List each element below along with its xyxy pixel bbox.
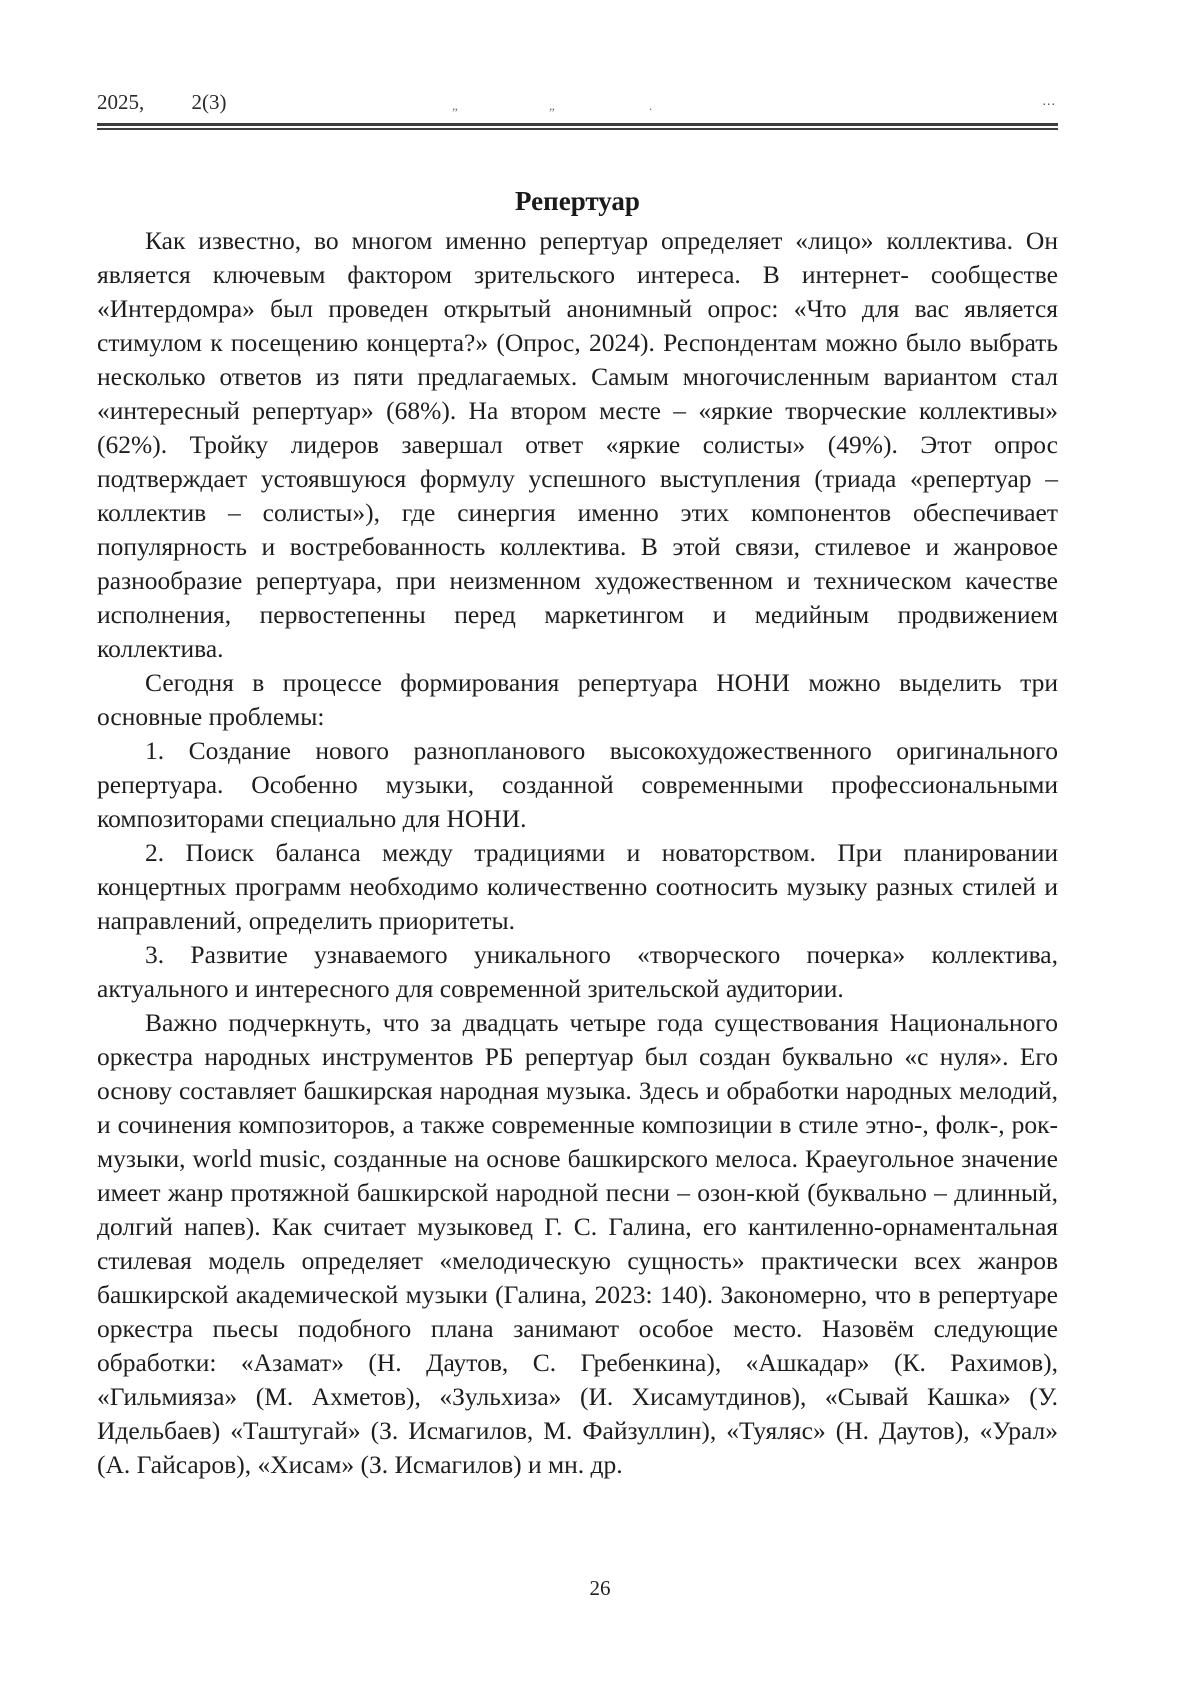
paragraph: Сегодня в процессе формирования репертуара НОНИ можно выделить три основные проблемы: [97, 668, 1058, 731]
header-faint-mark: „ [549, 98, 556, 113]
paragraph: Как известно, во многом именно репертуар определяет «лицо» коллектива. Он является ключевым фактором зрительского интереса. В интернет- сообществе «Интердомра» был проведен открытый анонимный опрос: «Что для вас является стимулом к посещению концерта?» (Опрос, 2024). Респондентам можно было выбрать несколько ответов из пяти предлагаемых. Самым многочисленным вариантом стал «интересный репертуар» (68%). На втором месте – «яркие творческие коллективы» (62%). Тройку лидеров завершал ответ «яркие солисты» (49%). Этот опрос подтверждает устоявшуюся формулу успешного выступления (триада «репертуар – коллектив – солисты»), где синергия именно этих компонентов обеспечивает популярность и востребованность коллектива. В этой связи, стилевое и жанровое разнообразие репертуара, при неизменном художественном и техническом качестве исполнения, первостепенны перед маркетингом и медийным продвижением коллектива. [97, 226, 1058, 663]
paragraph: 3. Развитие узнаваемого уникального «творческого почерка» коллектива, актуального и интересного для современной зрительской аудитории. [97, 940, 1058, 1003]
paragraph: Важно подчеркнуть, что за двадцать четыре года существования Национального оркестра народных инструментов РБ репертуар был создан буквально «с нуля». Его основу составляет башкирская народная музыка. Здесь и обработки народных мелодий, и сочинения композиторов, а также современные композиции в стиле этно-, фолк-, рок-музыки, world music, созданные на основе башкирского мелоса. Краеугольное значение имеет жанр протяжной башкирской народной песни – озон-кюй (буквально – длинный, долгий напев). Как считает музыковед Г. С. Галина, его кантиленно-орнаментальная стилевая модель определяет «мелодическую сущность» практически всех жанров башкирской академической музыки (Галина, 2023: 140). Закономерно, что в репертуаре оркестра пьесы подобного плана занимают особое место. Назовём следующие обработки: «Азамат» (Н. Даутов, С. Гребенкина), «Ашкадар» (К. Рахимов), «Гильмияза» (М. Ахметов), «Зульхиза» (И. Хисамутдинов), «Сывай Кашка» (У. Идельбаев) «Таштугай» (З. Исмагилов, М. Файзуллин), «Туяляс» (Н. Даутов), «Урал» (А. Гайсаров), «Хисам» (З. Исмагилов) и мн. др. [97, 1008, 1058, 1479]
header-faint-mark: . [649, 98, 654, 113]
journal-year: 2025, [97, 90, 145, 114]
section-title: Репертуар [515, 186, 640, 216]
running-header [97, 90, 1058, 116]
article-body [97, 184, 1058, 1482]
header-rule [97, 123, 1058, 130]
header-faint-mark: „ [452, 98, 459, 113]
paragraph: 1. Создание нового разнопланового высокохудожественного оригинального репертуара. Особенно музыки, созданной современными профессиональными композиторами специально для НОНИ. [97, 736, 1058, 833]
page-number: 26 [589, 1576, 611, 1600]
paragraph: 2. Поиск баланса между традициями и новаторством. При планировании концертных программ необходимо количественно соотносить музыку разных стилей и направлений, определить приоритеты. [97, 838, 1058, 935]
header-right-mark: ... [1042, 94, 1056, 109]
journal-issue-number: 2(3) [191, 90, 227, 114]
